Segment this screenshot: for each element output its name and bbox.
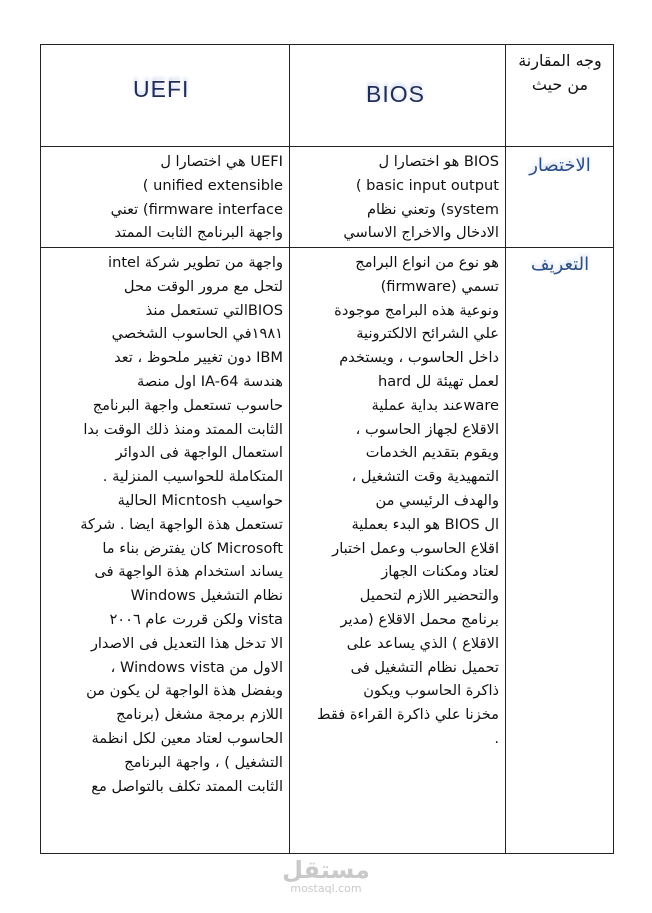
text-line: Microsoft كان يفترض بناء ما (102, 539, 283, 557)
text-line: ويقوم بتقديم الخدمات (365, 444, 499, 462)
row-abbreviation-bios-cell (290, 147, 505, 247)
text-line: نظام التشغيل Windows (130, 587, 283, 605)
text-line: المتكاملة للحواسيب المنزلية . (102, 468, 283, 486)
text-line: الحاسوب لعتاد معين لكل انظمة (91, 729, 283, 747)
text-line: لعمل تهيئة لل hard (377, 372, 499, 390)
text-line: استعمال الواجهة فى الدوائر (115, 444, 283, 462)
text-line: تسمي (firmware) (380, 277, 499, 295)
text-line: التمهيدية وقت التشغيل ، (351, 468, 499, 486)
text-line: unified extensible ) (142, 176, 283, 194)
text-line: الادخال والاخراج الاساسي (343, 224, 499, 242)
bios-abbreviation-text (296, 150, 499, 245)
text-line: لعتاد ومكنات الجهاز (381, 563, 499, 581)
header-bios: BIOS (366, 81, 425, 107)
text-line: ١٩٨١في الحاسوب الشخصي (111, 325, 283, 343)
text-line: الثابت الممتد ومنذ ذلك الوقت بدا (83, 420, 283, 438)
uefi-definition-text (47, 251, 283, 798)
text-line: واجهة البرنامج الثابت الممتد (114, 224, 283, 242)
watermark-arabic: مستقل (282, 856, 370, 884)
text-line: والتحضير اللازم لتحميل (359, 587, 499, 605)
text-line: BIOS هو اختصارا ل (378, 153, 499, 170)
text-line: واجهة من تطوير شركة intel (108, 254, 283, 271)
text-line: firmware interface) تعني (110, 200, 283, 218)
row-definition-bios-cell (290, 248, 505, 854)
text-line: basic input output ) (355, 176, 499, 194)
text-line: BIOSالتي تستعمل منذ (145, 301, 283, 319)
header-bios-cell (290, 45, 505, 146)
text-line: . (494, 729, 499, 747)
text-line: والهدف الرئيسي من (375, 491, 499, 509)
header-uefi: UEFI (133, 76, 190, 102)
row-definition-uefi-cell (41, 248, 289, 854)
text-line: لتحل مع مرور الوقت محل (123, 277, 283, 295)
text-line: علي الشرائح الالكترونية (356, 325, 499, 343)
uefi-abbreviation-text (47, 150, 283, 245)
text-line: حاسوب تستعمل واجهة البرنامج (92, 396, 283, 414)
text-line: الاقلاع ) الذي يساعد على (346, 634, 499, 652)
text-line: system) وتعني نظام (367, 200, 499, 218)
text-line: الثابت الممتد تكلف بالتواصل مع (91, 777, 283, 795)
text-line: تحميل نظام التشغيل فى (350, 658, 499, 676)
row-abbreviation-label-cell (506, 147, 614, 247)
text-line: يساند استخدام هذة الواجهة فى (94, 563, 283, 581)
bios-definition-text (296, 251, 499, 751)
text-line: اقلاع الحاسوب وعمل اختبار (332, 539, 499, 557)
text-line: الا تدخل هذا التعديل فى الاصدار (90, 634, 283, 652)
text-line: الاقلاع لجهاز الحاسوب ، (355, 420, 499, 438)
watermark-latin: mostaql.com (290, 882, 362, 895)
text-line: هو نوع من انواع البرامج (355, 254, 499, 271)
header-criteria: وجه المقارنة من حيث (518, 51, 602, 94)
row-definition-label-cell (506, 248, 614, 854)
text-line: تستعمل هذة الواجهة ايضا . شركة (80, 515, 283, 533)
text-line: مخزنا علي ذاكرة القراءة فقط (317, 706, 499, 724)
text-line: اللازم برمجة مشغل (برنامج (116, 706, 283, 724)
text-line: الاول من Windows vista ، (110, 658, 283, 676)
text-line: wareعند بداية عملية (371, 396, 499, 414)
row-abbreviation-uefi-cell (41, 147, 289, 247)
text-line: ونوعية هذه البرامج موجودة (334, 301, 499, 319)
text-line: وبفضل هذة الواجهة لن يكون من (86, 682, 283, 700)
text-line: vista ولكن قررت عام ٢٠٠٦ (109, 610, 283, 628)
mostaql-watermark (0, 856, 652, 895)
row-definition-label: التعريف (530, 254, 590, 275)
header-criteria-cell (506, 45, 614, 146)
text-line: برنامج محمل الاقلاع (مدير (340, 610, 499, 628)
text-line: هندسة IA-64 اول منصة (137, 372, 283, 390)
header-uefi-cell (41, 45, 289, 146)
text-line: حواسيب Micntosh الحالية (117, 491, 283, 509)
text-line: التشغيل ) ، واجهة البرنامج (124, 753, 283, 771)
row-abbreviation-label: الاختصار (529, 155, 591, 176)
text-line: UEFI هي اختصارا ل (160, 153, 283, 170)
text-line: IBM دون تغيير ملحوظ ، تعد (114, 349, 283, 367)
text-line: داخل الحاسوب ، ويستخدم (339, 349, 499, 367)
text-line: ال BIOS هو البدء بعملية (351, 515, 499, 533)
text-line: ذاكرة الحاسوب ويكون (363, 682, 499, 700)
comparison-table (40, 44, 614, 854)
